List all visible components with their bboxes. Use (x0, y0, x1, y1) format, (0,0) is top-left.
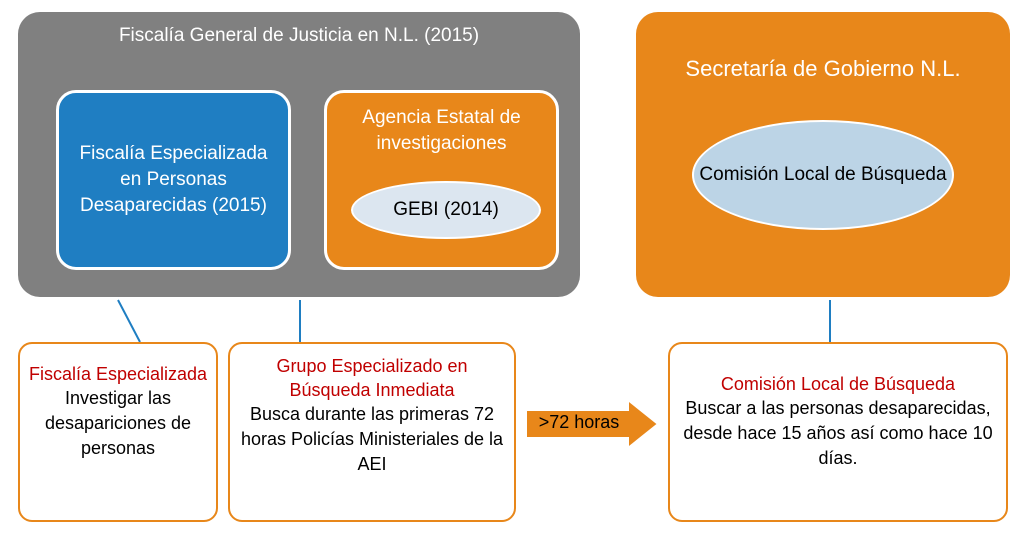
card-fiscalia-title: Fiscalía Especializada (28, 364, 208, 384)
secretaria-gobierno-container (636, 12, 1010, 297)
fiscalia-especializada-box: Fiscalía Especializada en Personas Desaparecidas (2015) (56, 90, 291, 270)
arrow-label: >72 horas (538, 412, 620, 432)
agencia-estatal-box (324, 90, 559, 270)
comision-local-ellipse: Comisión Local de Búsqueda (692, 120, 954, 230)
card-comision-body: Buscar a las personas desaparecidas, desde hace 15 años así como hace 10 días. (683, 398, 993, 468)
card-fiscalia-especializada (18, 342, 218, 522)
gebi-ellipse: GEBI (2014) (351, 181, 541, 239)
fiscalia-general-title: Fiscalía General de Justicia en N.L. (2015) (118, 25, 480, 46)
secretaria-gobierno-title: Secretaría de Gobierno N.L. (685, 56, 961, 81)
transition-arrow (524, 398, 660, 450)
card-grupo-busqueda-inmediata (228, 342, 516, 522)
fiscalia-general-container (18, 12, 580, 297)
agencia-estatal-title: Agencia Estatal de investigaciones (362, 107, 521, 154)
card-comision-local (668, 342, 1008, 522)
card-comision-title: Comisión Local de Búsqueda (720, 374, 956, 394)
card-gebi-title: Grupo Especializado en Búsqueda Inmediata (276, 356, 468, 400)
card-gebi-body: Busca durante las primeras 72 horas Policías Ministeriales de la AEI (240, 404, 504, 474)
card-fiscalia-body: Investigar las desapariciones de personas (44, 388, 192, 458)
